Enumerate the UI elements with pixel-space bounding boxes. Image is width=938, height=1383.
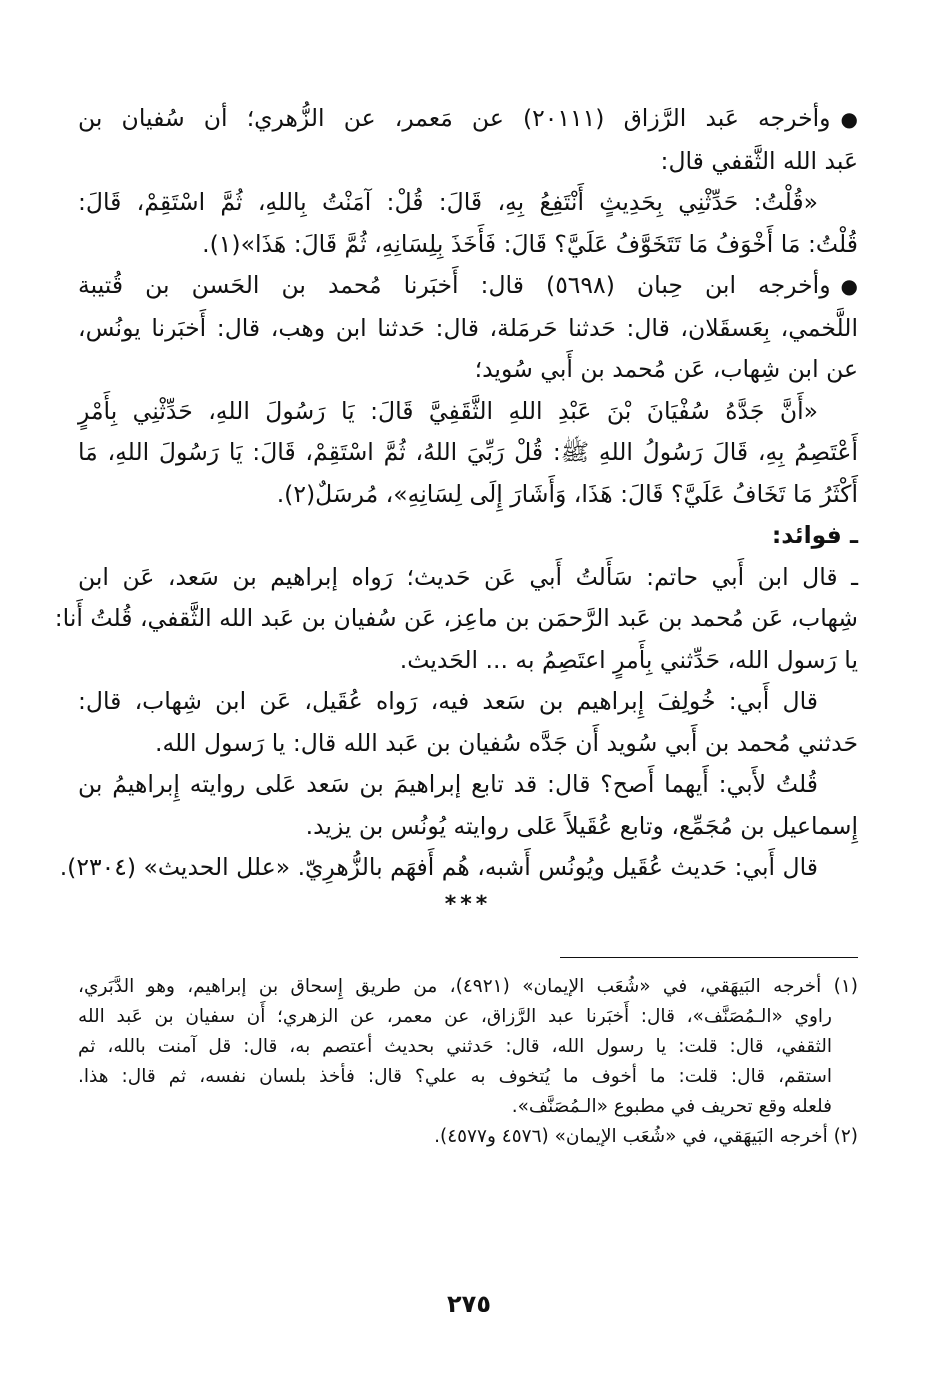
hadith-quote-2 bbox=[78, 391, 858, 516]
hadith-quote-1 bbox=[78, 182, 858, 265]
fawaid-heading: ـ فوائد: bbox=[771, 521, 858, 549]
para3-line-2: إِسماعيل بن مُجَمِّع، وتابع عُقَيلاً عَلى روايته يُونُس بن يزيد. bbox=[305, 811, 858, 840]
bullet2-line-2: اللَّخمي، بِعَسقَلان، قال: حَدثنا حَرمَلة، قال: حَدثنا ابن وهب، قال: أَخبَرنا يونُس، bbox=[78, 313, 858, 342]
footnote-1-line-5: فلعله وقع تحريف في مطبوع «الـمُصَنَّف». bbox=[511, 1095, 832, 1117]
quote2-line-2: أَعْتَصِمُ بِهِ، قَالَ رَسُولُ اللهِ ﷺ: قُلْ رَبِّيَ اللهُ، ثُمَّ اسْتَقِمْ، قَالَ: يَا رَسُولَ اللهِ، مَا bbox=[78, 438, 858, 466]
bullet-paragraph-1 bbox=[78, 98, 858, 182]
bullet2-line-3: عن ابن شِهاب، عَن مُحمد بن أَبي سُويد؛ bbox=[474, 355, 858, 383]
quote1-line-1: «قُلْتُ: حَدِّثْنِي بِحَدِيثٍ أَنْتَفِعُ بِهِ، قَالَ: قُلْ: آمَنْتُ بِاللهِ، ثُمَّ اسْتَقِمْ، قَالَ: bbox=[78, 188, 818, 216]
footnote-1-line-2: راوي «الـمُصَنَّف»، قال: أَخبَرنا عبد الرَّزاق، عن معمر، عن الزهري؛ أَن سفيان بن عَبد الله bbox=[78, 1005, 832, 1027]
footnote-1-line-4: استقم، قال: قلت: ما أخوف ما يُتخوف به علي؟ قال: فأخذ بلسان نفسه، ثم قال: هذا. bbox=[78, 1065, 832, 1087]
para3-line-1: قُلتُ لأَبي: أَيهما أَصح؟ قال: قد تابع إبراهيمَ بن سَعد عَلى روايته إِبراهيمُ بن bbox=[78, 770, 818, 798]
para4-line-1: قال أَبي: حَديث عُقَيل ويُونُس أَشبه، هُم أَفهَم بالزُّهرِيّ. «علل الحديث» (٢٣٠٤). bbox=[59, 853, 818, 881]
footnote-1-line-1: (١) أخرجه البَيهَقي، في «شُعَب الإيمان» (٤٩٢١)، من طريق إِسحاق بن إبراهيم، وهو الدَّبَري، bbox=[78, 975, 858, 997]
footnotes bbox=[78, 972, 858, 1152]
paragraph-2 bbox=[78, 681, 858, 764]
bullet-paragraph-2 bbox=[78, 265, 858, 391]
para1-line-3: يا رَسول الله، حَدِّثني بِأَمرٍ اعتَصِمُ به ... الحَديث. bbox=[399, 645, 858, 674]
para1-line-2: شِهاب، عَن مُحمد بن عَبد الرَّحمَن بن ماعِز، عَن سُفيان بن عَبد الله الثَّقفي، قُلتُ أَنا: bbox=[54, 604, 858, 632]
footnote-rule bbox=[560, 957, 858, 958]
page-number: ٢٧٥ bbox=[447, 1290, 491, 1318]
para2-line-2: حَدثني مُحمد بن أَبي سُويد أَن جَدَّه سُفيان بن عَبد الله قال: يا رَسول الله. bbox=[154, 728, 858, 757]
para2-line-1: قال أَبي: خُولِفَ إِبراهيم بن سَعد فيه، رَواه عُقَيل، عَن ابن شِهاب، قال: bbox=[78, 687, 818, 715]
paragraph-3 bbox=[78, 764, 858, 847]
bullet2-line-1: وأخرجه ابن حِبان (٥٦٩٨) قال: أَخبَرنا مُحمد بن الحَسن بن قُتيبة bbox=[78, 271, 831, 299]
bullet-icon: ● bbox=[840, 274, 858, 298]
section-separator: *** bbox=[444, 891, 492, 917]
para1-line-1: ـ قال ابن أَبي حاتم: سَأَلتُ أَبي عَن حَديث؛ رَواه إبراهيم بن سَعد، عَن ابن bbox=[78, 562, 858, 591]
bullet1-line-2: عَبد الله الثَّقفي قال: bbox=[660, 146, 858, 175]
bullet-icon: ● bbox=[840, 107, 858, 131]
quote2-line-3: أَكْثَرُ مَا تَخَافُ عَلَيَّ؟ قَالَ: هَذَا، وَأَشَارَ إِلَى لِسَانِهِ»، مُرسَلٌ(٢). bbox=[276, 479, 858, 508]
footnote-2-line-1: (٢) أخرجه البَيهَقي، في «شُعَب الإيمان» (٤٥٧٦ و٤٥٧٧). bbox=[434, 1125, 858, 1147]
paragraph-4 bbox=[59, 847, 858, 889]
footnote-1-line-3: الثقفي، قال: قلت: يا رسول الله، قال: حَدثني بحديث أعتصم به، قال: قل آمنت بالله، ثم bbox=[78, 1035, 832, 1057]
quote2-line-1: «أَنَّ جَدَّهُ سُفْيَانَ بْنَ عَبْدِ اللهِ الثَّقَفِيَّ قَالَ: يَا رَسُولَ اللهِ، حَدِّثْنِي بِأَمْرٍ bbox=[78, 396, 818, 425]
bullet1-line-1: وأخرجه عَبد الرَّزاق (٢٠١١١) عن مَعمر، عن الزُّهري؛ أن سُفيان بن bbox=[78, 104, 831, 132]
paragraph-1 bbox=[54, 557, 858, 682]
quote1-line-2: قُلْتُ: مَا أَخْوَفُ مَا تَتَخَوَّفُ عَلَيَّ؟ قَالَ: فَأَخَذَ بِلِسَانِهِ، ثُمَّ قَالَ: هَذَا»(١). bbox=[202, 229, 858, 258]
